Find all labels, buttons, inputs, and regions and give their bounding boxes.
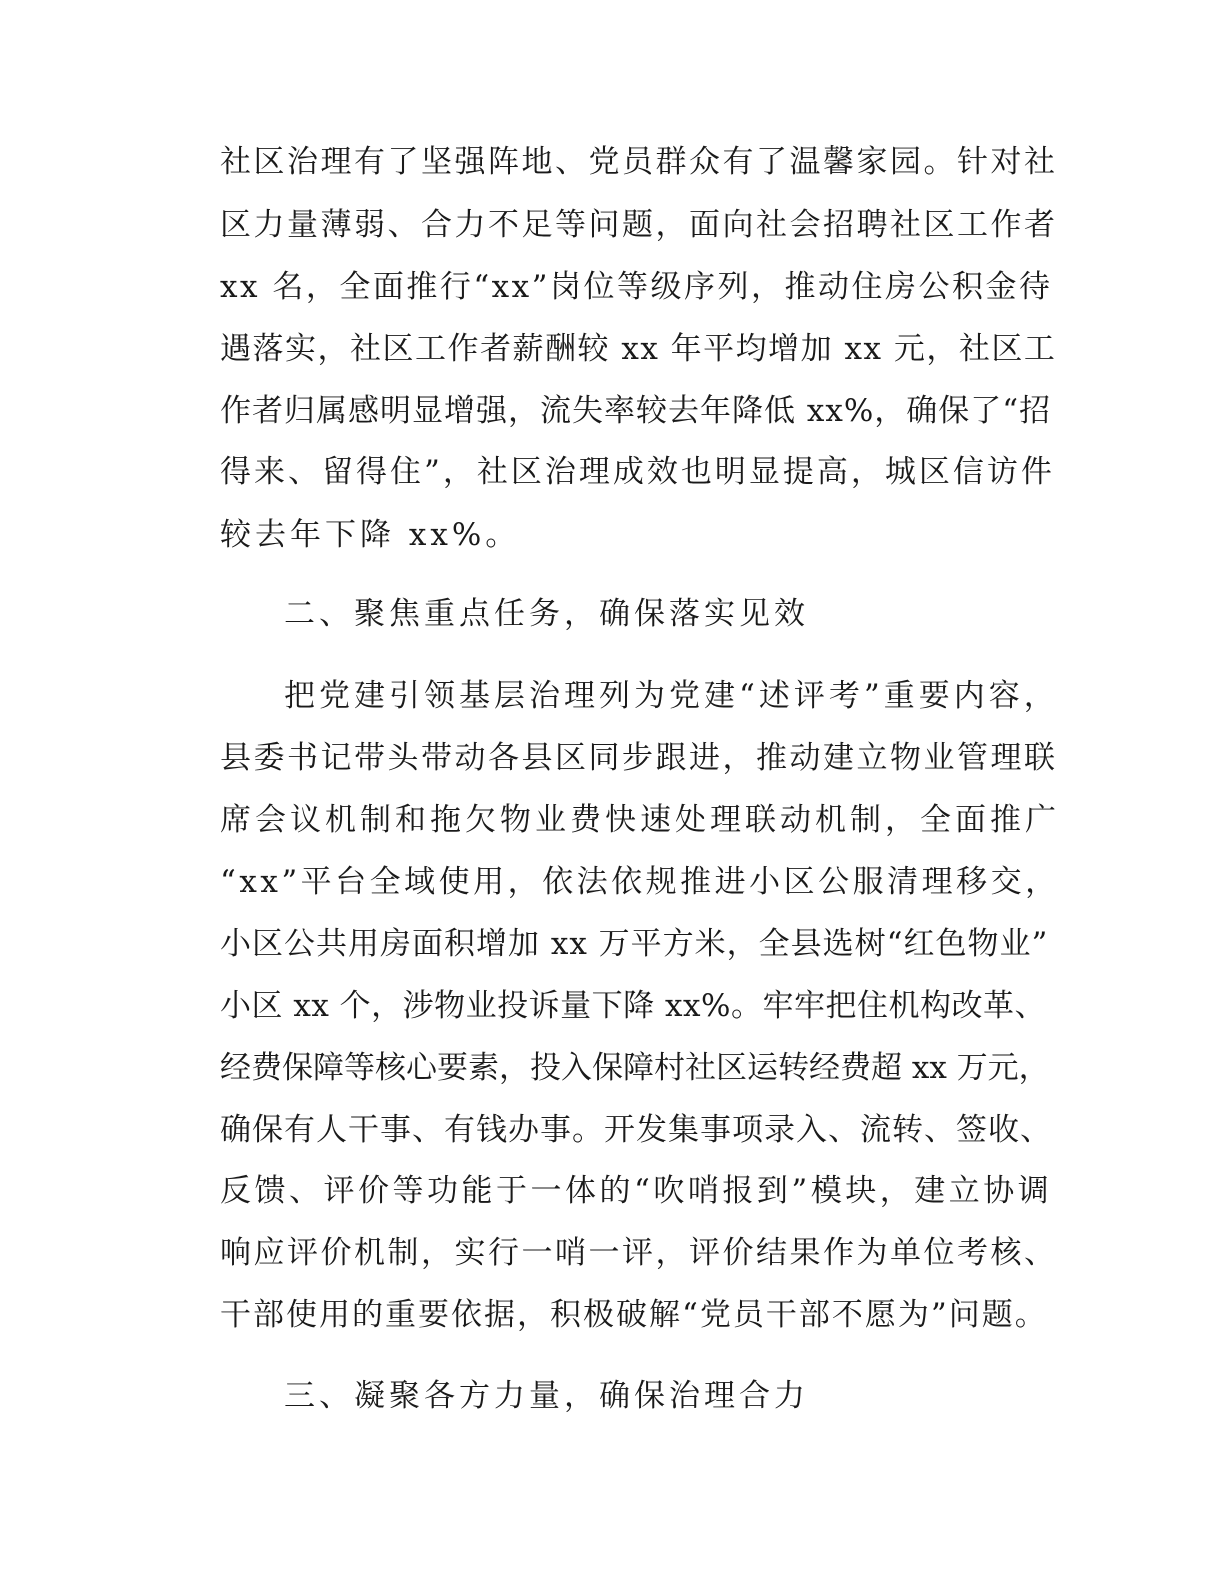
text-line: 得来、留得住”，社区治理成效也明显提高，城区信访件 — [220, 454, 1055, 490]
text-line: “xx”平台全域使用，依法依规推进小区公服清理移交， — [220, 864, 1060, 900]
text-line: 席会议机制和拖欠物业费快速处理联动机制，全面推广 — [220, 802, 1060, 838]
text-line: 经费保障等核心要素，投入保障村社区运转经费超 xx 万元， — [220, 1050, 1050, 1086]
text-line: 小区公共用房面积增加 xx 万平方米，全县选树“红色物业” — [220, 926, 1049, 962]
text-line: xx 名，全面推行“xx”岗位等级序列，推动住房公积金待 — [220, 269, 1053, 305]
text-line: 较去年下降 xx%。 — [220, 517, 521, 553]
section-heading-2: 二、聚焦重点任务，确保落实见效 — [284, 596, 809, 632]
text-line: 确保有人干事、有钱办事。开发集事项录入、流转、签收、 — [220, 1112, 1052, 1148]
text-line: 响应评价机制，实行一哨一评，评价结果作为单位考核、 — [220, 1235, 1058, 1271]
text-line: 区力量薄弱、合力不足等问题，面向社会招聘社区工作者 — [220, 207, 1058, 243]
text-line: 干部使用的重要依据，积极破解“党员干部不愿为”问题。 — [220, 1297, 1048, 1333]
text-line: 把党建引领基层治理列为党建“述评考”重要内容， — [284, 678, 1059, 714]
text-line: 县委书记带头带动各县区同步跟进，推动建立物业管理联 — [220, 740, 1058, 776]
text-line: 遇落实，社区工作者薪酬较 xx 年平均增加 xx 元，社区工 — [220, 331, 1057, 367]
text-line: 社区治理有了坚强阵地、党员群众有了温馨家园。针对社 — [220, 144, 1058, 180]
text-line: 作者归属感明显增强，流失率较去年降低 xx%，确保了“招 — [220, 393, 1052, 429]
section-heading-3: 三、凝聚各方力量，确保治理合力 — [284, 1378, 809, 1414]
text-line: 小区 xx 个，涉物业投诉量下降 xx%。牢牢把住机构改革、 — [220, 988, 1046, 1024]
text-line: 反馈、评价等功能于一体的“吹哨报到”模块，建立协调 — [220, 1173, 1053, 1209]
